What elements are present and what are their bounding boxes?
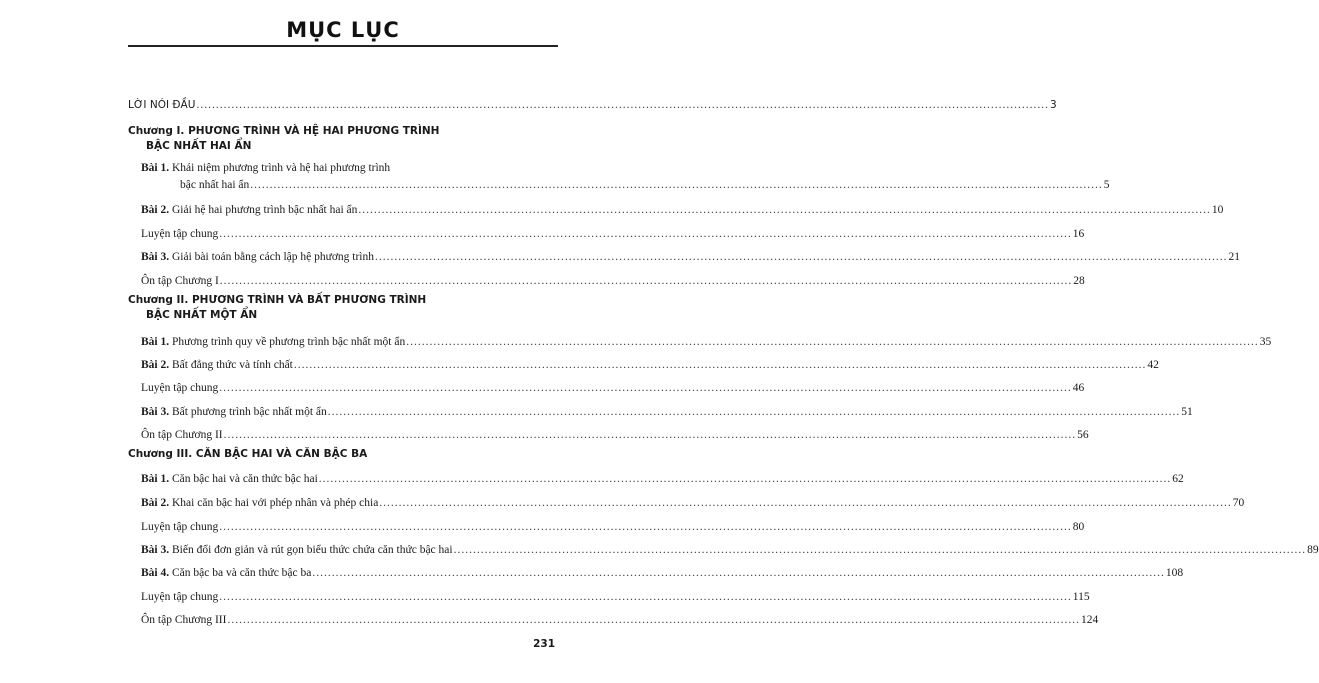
toc-row-line1 — [141, 161, 390, 175]
dot-leader: ............................................................................................................................................................................................................................ — [219, 275, 1073, 287]
dot-leader: ............................................................................................................................................................................................................................ — [250, 179, 1103, 191]
page-ref: 80 — [1072, 521, 1085, 533]
entry-title: Bất phương trình bậc nhất một ẩn — [172, 406, 327, 418]
page-ref: 51 — [1181, 406, 1193, 418]
toc-row — [141, 335, 1272, 349]
toc-row — [141, 274, 1085, 288]
lesson-number: Bài 1. — [141, 473, 172, 485]
entry-label — [141, 566, 311, 580]
lesson-number: Bài 1. — [141, 162, 172, 174]
chapter-heading — [128, 293, 426, 323]
entry-label — [141, 335, 405, 349]
entry-title: Giải bài toán bằng cách lập hệ phương trình — [172, 251, 375, 263]
chapter-title: Chương I. PHƯƠNG TRÌNH VÀ HỆ HAI PHƯƠNG TRÌNH — [128, 125, 440, 137]
lesson-number: Bài 2. — [141, 497, 172, 509]
toc-row — [141, 405, 1193, 419]
entry-label — [141, 590, 218, 604]
entry-label — [141, 613, 226, 627]
page-ref: 16 — [1072, 228, 1085, 240]
dot-leader: ............................................................................................................................................................................................................................ — [358, 204, 1211, 216]
entry-label — [141, 381, 218, 395]
page-title: MỤC LỤC — [286, 18, 400, 42]
chapter-heading — [128, 447, 367, 462]
lesson-number: Bài 3. — [141, 406, 172, 418]
dot-leader: ............................................................................................................................................................................................................................ — [327, 406, 1181, 418]
entry-title: Luyện tập chung — [141, 521, 219, 533]
page-ref: 28 — [1073, 275, 1085, 287]
entry-title: Biến đổi đơn giản và rút gọn biểu thức chứa căn thức bậc hai — [172, 544, 453, 556]
entry-label — [141, 428, 223, 442]
entry-title: LỜI NÓI ĐẦU — [128, 99, 196, 111]
entry-label — [128, 98, 195, 112]
dot-leader: ............................................................................................................................................................................................................................ — [219, 228, 1072, 240]
entry-title: Khai căn bậc hai với phép nhân và phép chia — [172, 497, 379, 509]
lesson-number: Bài 2. — [141, 204, 172, 216]
page-ref: 108 — [1165, 567, 1184, 579]
lesson-number: Bài 1. — [141, 336, 172, 348]
page-ref: 3 — [1049, 99, 1057, 111]
entry-label — [141, 496, 378, 510]
lesson-number: Bài 2. — [141, 359, 172, 371]
toc-row — [141, 472, 1184, 486]
toc-row — [141, 590, 1090, 604]
toc-row — [141, 428, 1089, 442]
entry-label — [141, 203, 357, 217]
lesson-number: Bài 3. — [141, 251, 172, 263]
page-ref: 42 — [1147, 359, 1159, 371]
entry-label — [141, 543, 453, 557]
entry-label — [141, 274, 219, 288]
toc-row — [141, 520, 1085, 534]
entry-label — [180, 178, 249, 192]
entry-title: Ôn tập Chương I — [141, 275, 219, 287]
page-ref: 70 — [1232, 497, 1245, 509]
entry-title: Bất đẳng thức và tính chất — [172, 359, 293, 371]
toc-row — [141, 496, 1245, 510]
page-ref: 62 — [1172, 473, 1184, 485]
toc-row — [141, 543, 1319, 557]
chapter-heading — [128, 124, 439, 154]
toc-row — [180, 178, 1110, 192]
page-ref: 56 — [1077, 429, 1089, 441]
chapter-subtitle: BẬC NHẤT HAI ẨN — [146, 140, 252, 152]
entry-label — [141, 227, 218, 241]
lesson-number: Bài 4. — [141, 567, 172, 579]
entry-title: Luyện tập chung — [141, 228, 219, 240]
entry-label — [141, 472, 318, 486]
dot-leader: ............................................................................................................................................................................................................................ — [293, 359, 1147, 371]
toc-row — [141, 566, 1184, 580]
page-ref: 89 — [1307, 544, 1319, 556]
entry-title: bậc nhất hai ẩn — [180, 179, 250, 191]
entry-title: Phương trình quy về phương trình bậc nhất một ẩn — [172, 336, 406, 348]
toc-row — [141, 203, 1224, 217]
toc-row-preface — [128, 98, 1057, 112]
dot-leader: ............................................................................................................................................................................................................................ — [318, 473, 1172, 485]
dot-leader: ............................................................................................................................................................................................................................ — [312, 567, 1165, 579]
dot-leader: ............................................................................................................................................................................................................................ — [406, 336, 1259, 348]
dot-leader: ............................................................................................................................................................................................................................ — [379, 497, 1232, 509]
page-ref: 10 — [1211, 204, 1224, 216]
entry-label — [141, 405, 327, 419]
entry-label — [141, 520, 218, 534]
dot-leader: ............................................................................................................................................................................................................................ — [453, 544, 1307, 556]
entry-title: Luyện tập chung — [141, 591, 219, 603]
entry-title: Ôn tập Chương II — [141, 429, 223, 441]
lesson-number: Bài 3. — [141, 544, 172, 556]
chapter-title: Chương II. PHƯƠNG TRÌNH VÀ BẤT PHƯƠNG TRÌNH — [128, 294, 427, 306]
entry-label — [141, 358, 293, 372]
page-number: 231 — [533, 638, 555, 650]
entry-title: Giải hệ hai phương trình bậc nhất hai ẩn — [172, 204, 358, 216]
dot-leader: ............................................................................................................................................................................................................................ — [219, 382, 1072, 394]
page-ref: 35 — [1259, 336, 1272, 348]
dot-leader: ............................................................................................................................................................................................................................ — [375, 251, 1228, 263]
toc-row — [141, 381, 1085, 395]
toc-row — [141, 358, 1159, 372]
entry-title: Luyện tập chung — [141, 382, 219, 394]
toc-row — [141, 613, 1099, 627]
dot-leader: ............................................................................................................................................................................................................................ — [219, 521, 1072, 533]
dot-leader: ............................................................................................................................................................................................................................ — [227, 614, 1080, 626]
entry-title: Căn bậc hai và căn thức bậc hai — [172, 473, 318, 485]
page-ref: 21 — [1228, 251, 1241, 263]
toc-row — [141, 250, 1241, 264]
chapter-subtitle: BẬC NHẤT MỘT ẨN — [146, 309, 258, 321]
toc-row — [141, 227, 1085, 241]
dot-leader: ............................................................................................................................................................................................................................ — [196, 99, 1049, 111]
page-ref: 5 — [1103, 179, 1110, 191]
chapter-title: Chương III. CĂN BẬC HAI VÀ CĂN BẬC BA — [128, 448, 368, 460]
page-ref: 115 — [1072, 591, 1090, 603]
entry-title: Căn bậc ba và căn thức bậc ba — [172, 567, 312, 579]
entry-title: Ôn tập Chương III — [141, 614, 227, 626]
dot-leader: ............................................................................................................................................................................................................................ — [219, 591, 1072, 603]
entry-label — [141, 250, 374, 264]
entry-title: Khái niệm phương trình và hệ hai phương trình — [172, 162, 391, 174]
dot-leader: ............................................................................................................................................................................................................................ — [223, 429, 1077, 441]
page-ref: 124 — [1080, 614, 1099, 626]
page-ref: 46 — [1072, 382, 1085, 394]
